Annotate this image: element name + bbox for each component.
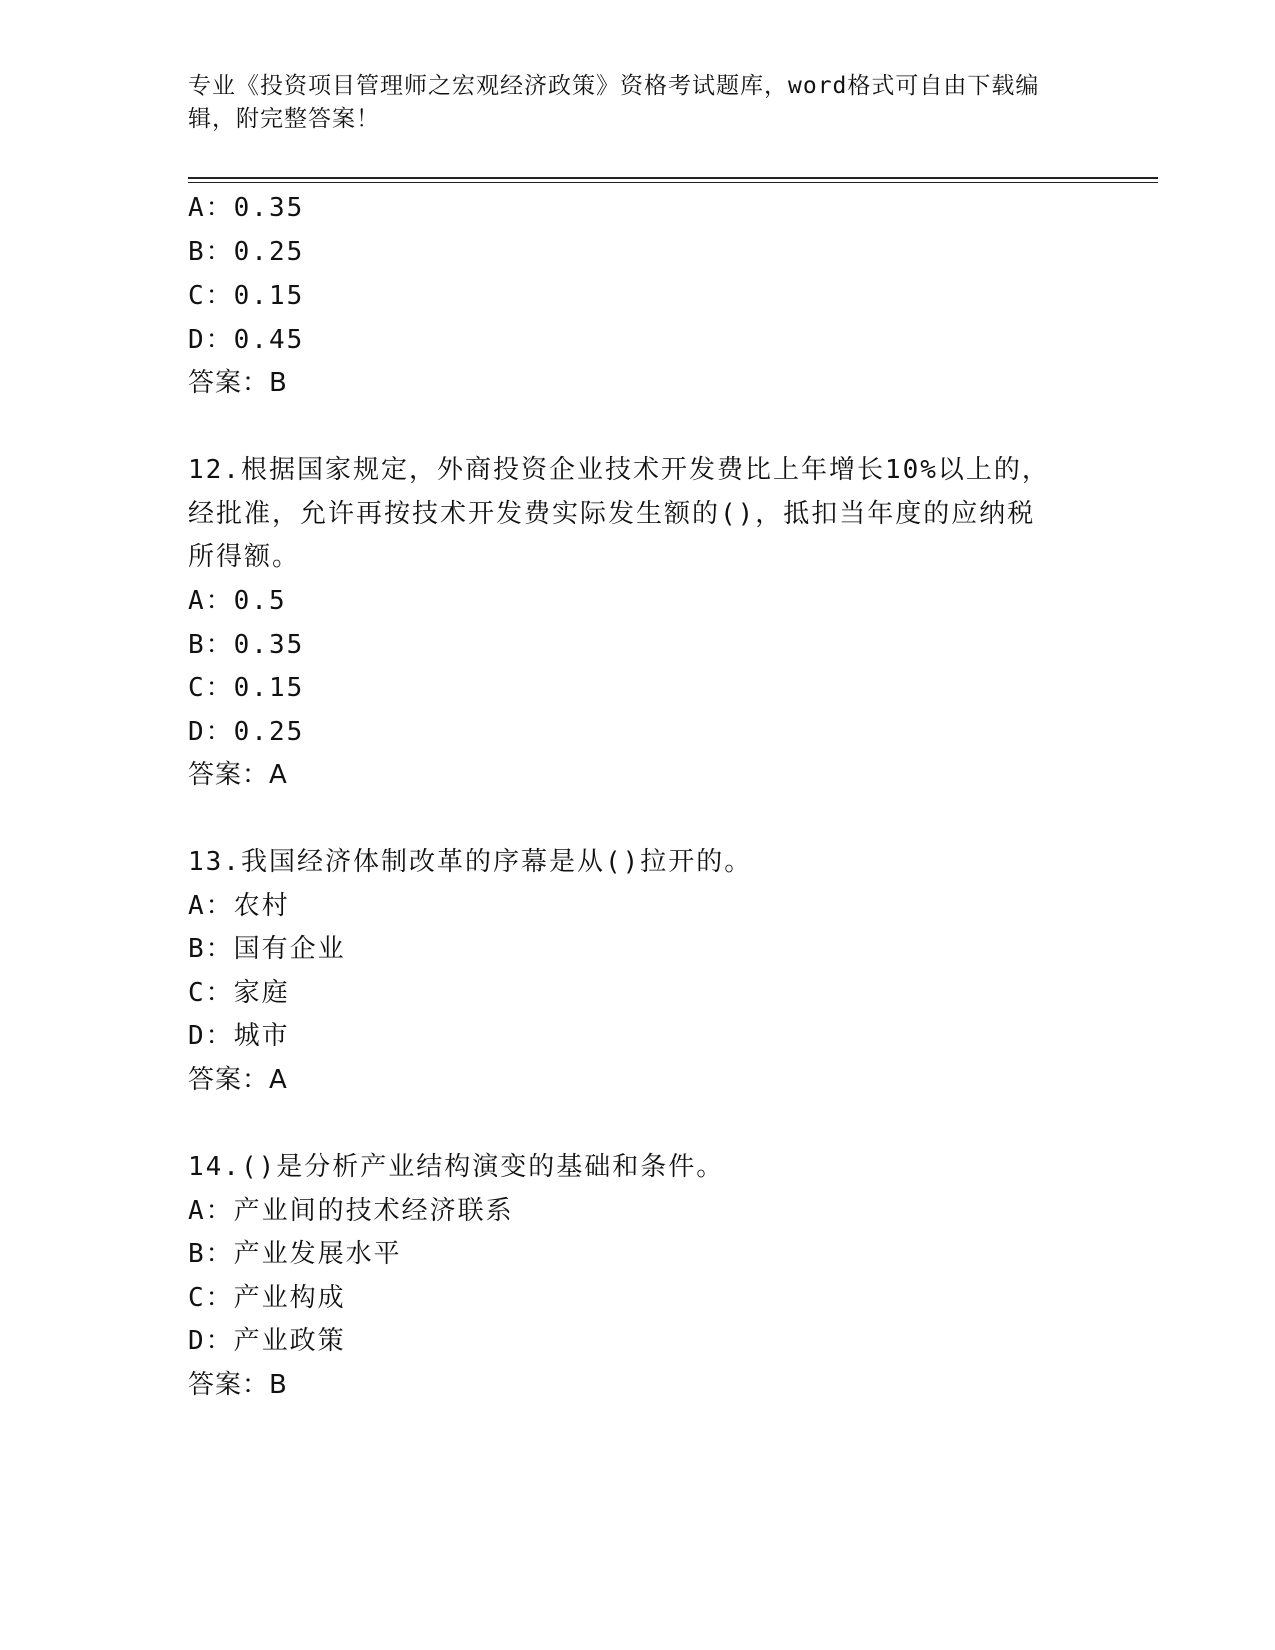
q13-stem-line-1: 13.我国经济体制改革的序幕是从()拉开的。 [188, 847, 753, 877]
q14-stem-line-1: 14.()是分析产业结构演变的基础和条件。 [188, 1152, 725, 1182]
q12-option-d: D：0.25 [188, 717, 305, 747]
q12-answer: 答案：A [188, 760, 288, 790]
q11-answer: 答案：B [188, 368, 288, 398]
q11-option-c: C：0.15 [188, 281, 305, 311]
q14-answer: 答案：B [188, 1370, 288, 1400]
q14-option-b: B：产业发展水平 [188, 1239, 402, 1269]
q14-option-d: D：产业政策 [188, 1326, 346, 1356]
header-divider-thin [188, 182, 1158, 183]
header-divider-thick [188, 177, 1158, 179]
q11-option-d: D：0.45 [188, 325, 305, 355]
q13-option-b: B：国有企业 [188, 934, 346, 964]
q13-answer: 答案：A [188, 1065, 288, 1095]
q13-option-d: D：城市 [188, 1021, 290, 1051]
q12-stem-line-2: 经批准，允许再按技术开发费实际发生额的()，抵扣当年度的应纳税 [188, 499, 1036, 529]
q12-stem-line-1: 12.根据国家规定，外商投资企业技术开发费比上年增长10%以上的， [188, 455, 1050, 485]
q13-option-c: C：家庭 [188, 978, 290, 1008]
q13-option-a: A：农村 [188, 891, 290, 921]
q14-option-c: C：产业构成 [188, 1283, 346, 1313]
q14-option-a: A：产业间的技术经济联系 [188, 1196, 514, 1226]
q12-option-c: C：0.15 [188, 673, 305, 703]
q12-option-a: A：0.5 [188, 586, 287, 616]
q11-option-b: B：0.25 [188, 237, 305, 267]
header-title-line-1: 专业《投资项目管理师之宏观经济政策》资格考试题库，word格式可自由下载编 [188, 73, 1040, 99]
document-header [188, 70, 1068, 136]
header-title-line-2: 辑，附完整答案！ [188, 106, 380, 132]
q12-stem-line-3: 所得额。 [188, 542, 301, 572]
q12-option-b: B：0.35 [188, 630, 305, 660]
q11-option-a: A：0.35 [188, 193, 305, 223]
